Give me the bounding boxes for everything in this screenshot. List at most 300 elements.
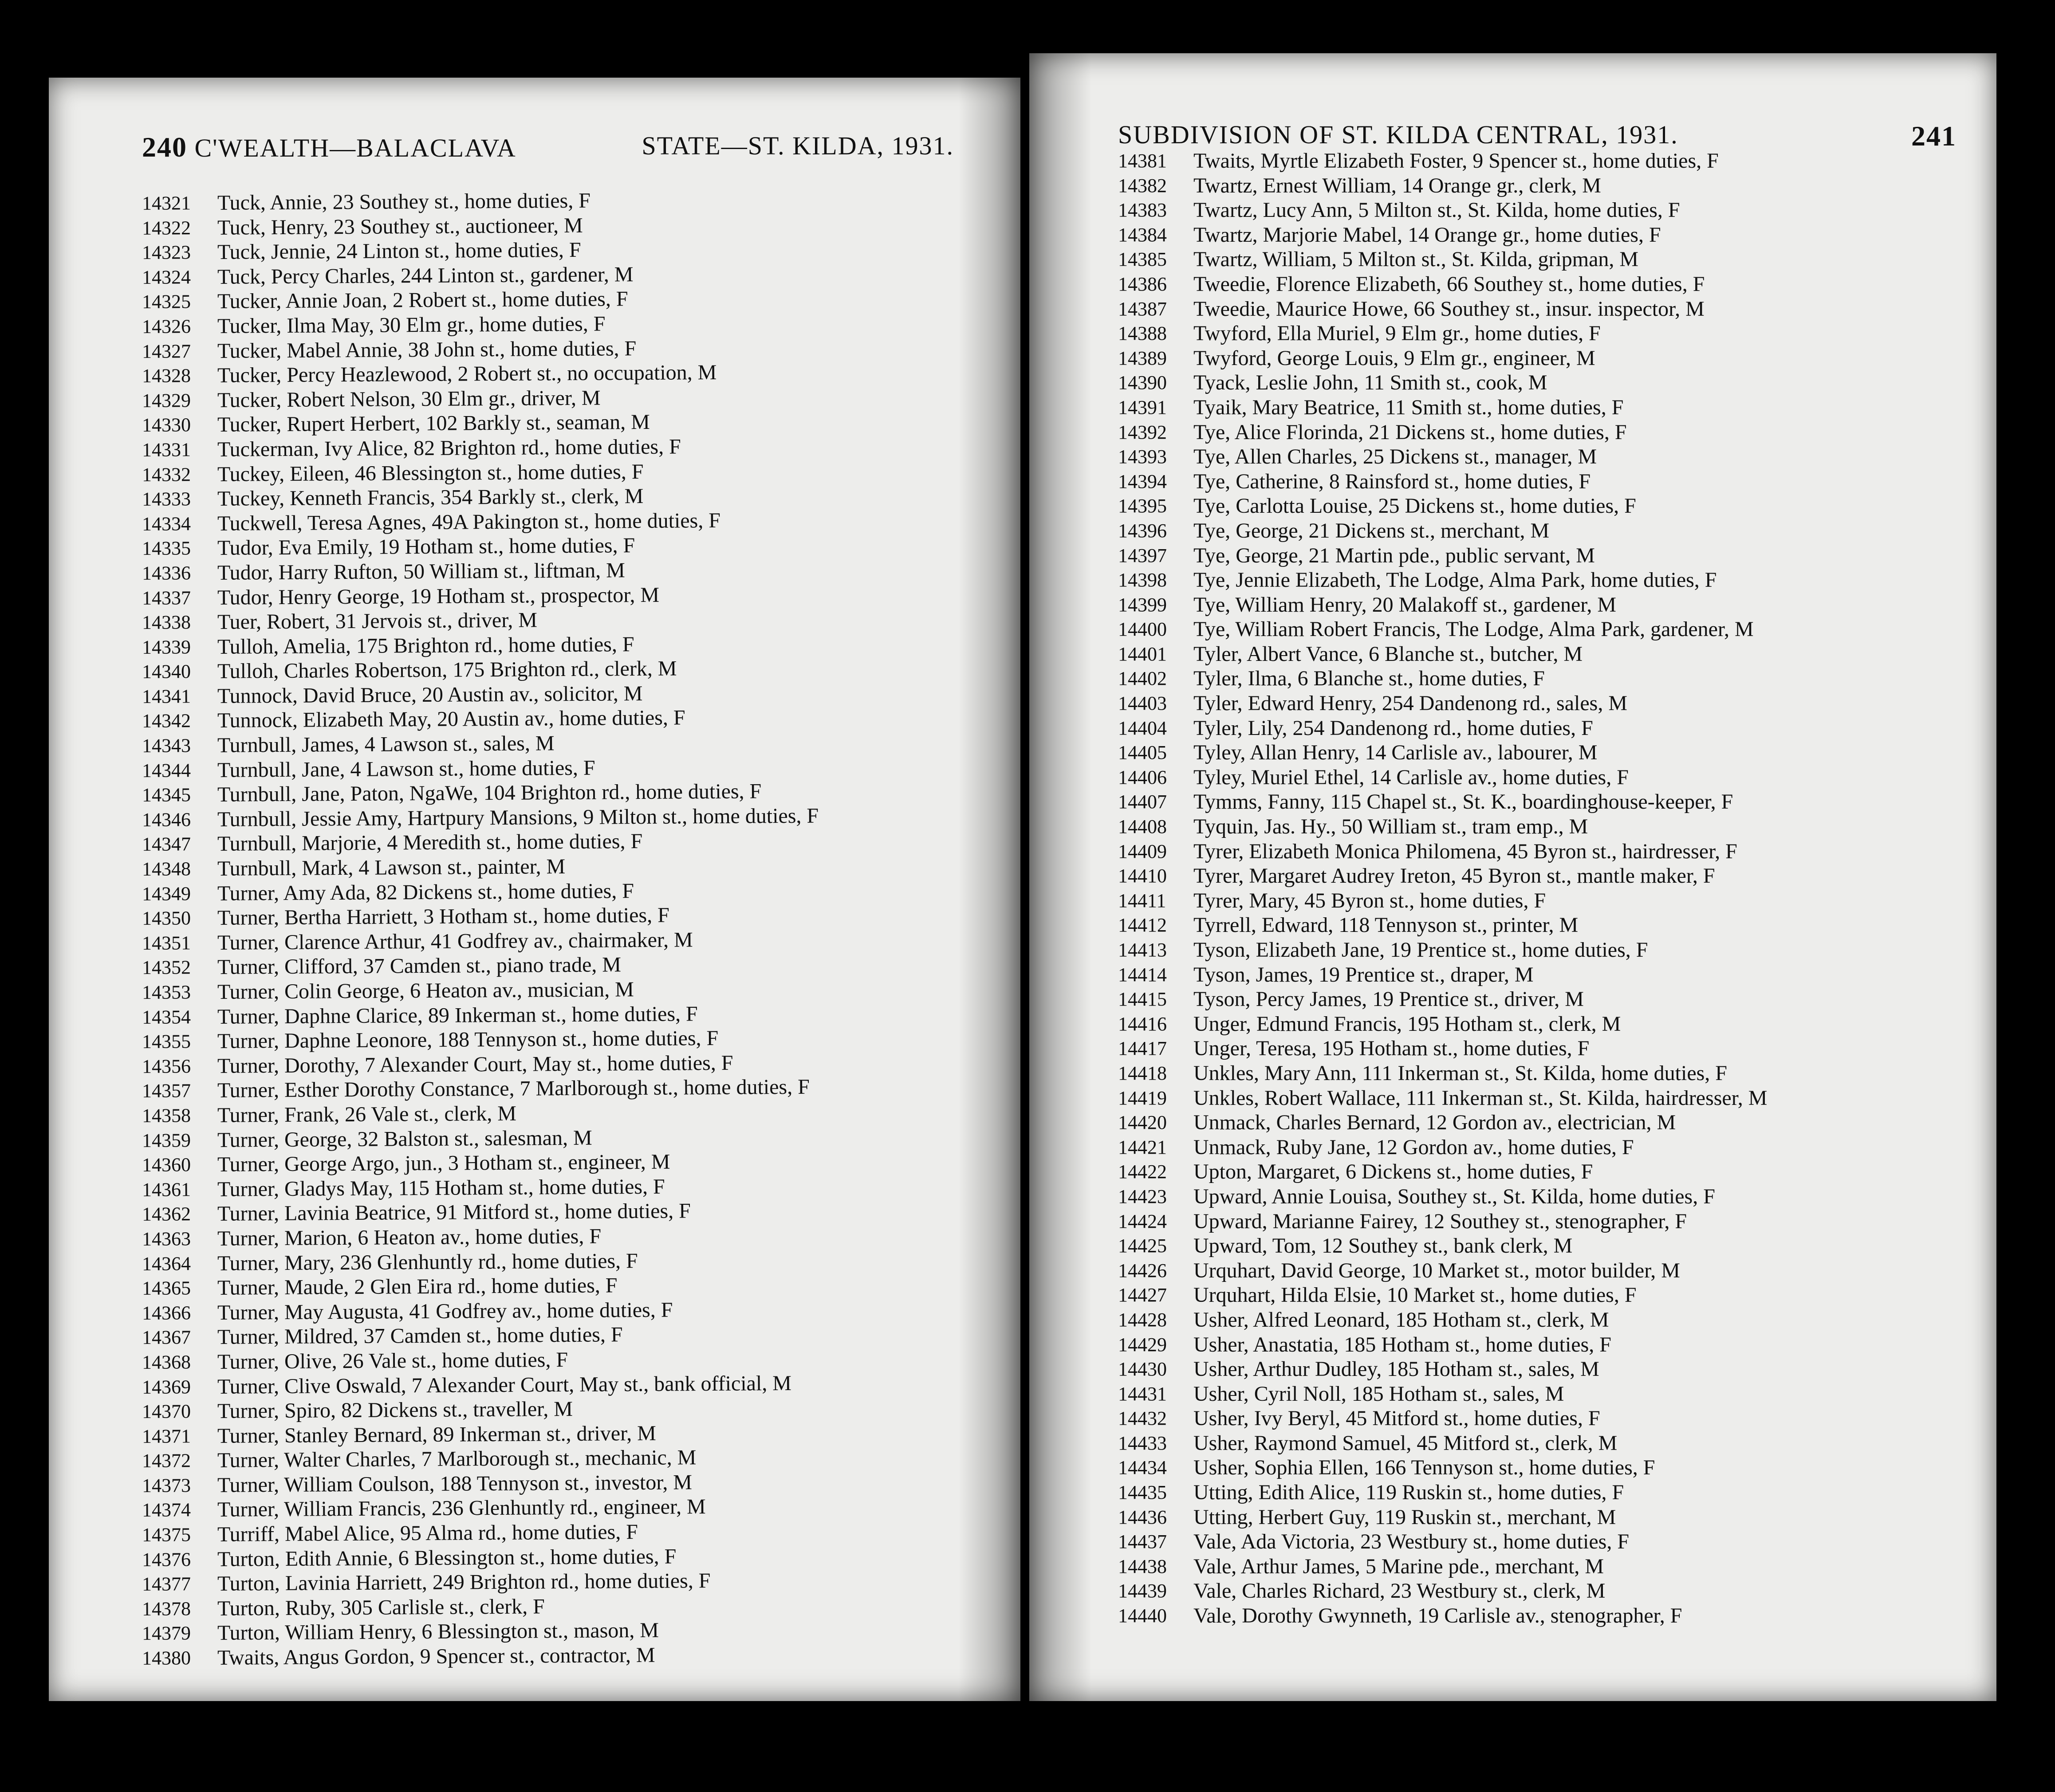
- entry-number: 14351: [142, 932, 191, 954]
- entry-text: Usher, Anastatia, 185 Hotham st., home duties, F: [1193, 1332, 1611, 1356]
- list-item: [1118, 297, 1979, 322]
- entry-number: 14399: [1118, 593, 1167, 616]
- list-item: [1118, 617, 1979, 642]
- entry-text: Twyford, Ella Muriel, 9 Elm gr., home duties, F: [1193, 322, 1601, 346]
- list-item: [1118, 1480, 1979, 1505]
- entry-number: 14343: [142, 735, 191, 757]
- entry-text: Turriff, Mabel Alice, 95 Alma rd., home duties, F: [217, 1520, 638, 1546]
- entry-text: Tudor, Eva Emily, 19 Hotham st., home duties, F: [217, 534, 635, 560]
- entry-number: 14407: [1118, 791, 1167, 813]
- list-item: [1118, 1455, 1979, 1480]
- entry-text: Turner, Spiro, 82 Dickens st., traveller, M: [217, 1397, 573, 1423]
- right-entry-list: [1118, 149, 1979, 1628]
- entry-number: 14370: [142, 1400, 191, 1423]
- entry-text: Turner, Daphne Clarice, 89 Inkerman st., home duties, F: [217, 1002, 698, 1029]
- entry-text: Tucker, Annie Joan, 2 Robert st., home duties, F: [217, 287, 628, 314]
- list-item: [1118, 1012, 1979, 1037]
- list-item: [1118, 395, 1979, 420]
- entry-number: 14368: [142, 1351, 191, 1373]
- list-item: [1118, 1332, 1979, 1357]
- entry-number: 14325: [142, 291, 191, 313]
- list-item: [1118, 149, 1979, 173]
- entry-text: Tucker, Robert Nelson, 30 Elm gr., driver, M: [217, 386, 601, 412]
- entry-number: 14369: [142, 1375, 191, 1398]
- list-item: [1118, 568, 1979, 593]
- entry-number: 14413: [1118, 939, 1167, 961]
- entry-text: Upton, Margaret, 6 Dickens st., home duties, F: [1193, 1160, 1593, 1184]
- entry-text: Tye, Carlotta Louise, 25 Dickens st., home duties, F: [1193, 494, 1636, 518]
- entry-number: 14423: [1118, 1185, 1167, 1207]
- list-item: [1118, 888, 1979, 913]
- entry-text: Tye, Allen Charles, 25 Dickens st., manager, M: [1193, 445, 1597, 469]
- entry-text: Twyford, George Louis, 9 Elm gr., engineer, M: [1193, 346, 1595, 370]
- list-item: [1118, 1234, 1979, 1258]
- entry-number: 14387: [1118, 298, 1167, 320]
- entry-text: Twartz, Ernest William, 14 Orange gr., clerk, M: [1193, 173, 1601, 197]
- entry-text: Utting, Herbert Guy, 119 Ruskin st., merchant, M: [1193, 1505, 1616, 1529]
- entry-number: 14406: [1118, 766, 1167, 788]
- entry-number: 14427: [1118, 1284, 1167, 1306]
- entry-text: Turnbull, Mark, 4 Lawson st., painter, M: [217, 855, 566, 880]
- entry-number: 14338: [142, 611, 191, 633]
- entry-number: 14429: [1118, 1333, 1167, 1356]
- entry-text: Tyrrell, Edward, 118 Tennyson st., printer, M: [1193, 913, 1579, 937]
- entry-number: 14362: [142, 1203, 191, 1226]
- spine-shadow: [1029, 53, 1091, 1701]
- entry-number: 14408: [1118, 816, 1167, 838]
- entry-number: 14380: [142, 1647, 191, 1669]
- entry-number: 14425: [1118, 1235, 1167, 1257]
- entry-number: 14377: [142, 1573, 191, 1596]
- entry-number: 14378: [142, 1598, 191, 1620]
- entry-number: 14344: [142, 759, 191, 782]
- entry-text: Tudor, Henry George, 19 Hotham st., prospector, M: [217, 583, 660, 609]
- list-item: [1118, 1209, 1979, 1234]
- list-item: [1118, 1603, 1979, 1628]
- entry-number: 14436: [1118, 1506, 1167, 1528]
- list-item: [1118, 469, 1979, 494]
- entry-number: 14354: [142, 1006, 191, 1028]
- entry-text: Tyrer, Elizabeth Monica Philomena, 45 Byron st., hairdresser, F: [1193, 839, 1737, 863]
- entry-text: Turner, May Augusta, 41 Godfrey av., home duties, F: [217, 1298, 673, 1324]
- list-item: [1118, 1529, 1979, 1554]
- entry-number: 14322: [142, 216, 191, 239]
- entry-number: 14409: [1118, 840, 1167, 862]
- right-page: [1029, 53, 1996, 1701]
- entry-number: 14365: [142, 1277, 191, 1299]
- entry-number: 14418: [1118, 1062, 1167, 1084]
- entry-text: Turner, Marion, 6 Heaton av., home duties, F: [217, 1224, 602, 1250]
- entry-text: Tye, William Robert Francis, The Lodge, Alma Park, gardener, M: [1193, 617, 1754, 641]
- entry-text: Turnbull, Jane, Paton, NgaWe, 104 Brighton rd., home duties, F: [217, 779, 762, 807]
- spine-shadow: [958, 78, 1020, 1701]
- entry-text: Tyquin, Jas. Hy., 50 William st., tram emp., M: [1193, 815, 1588, 839]
- entry-text: Tye, William Henry, 20 Malakoff st., gardener, M: [1193, 593, 1616, 617]
- entry-text: Twartz, William, 5 Milton st., St. Kilda, gripman, M: [1193, 248, 1639, 271]
- entry-number: 14414: [1118, 963, 1167, 986]
- list-item: [1118, 370, 1979, 395]
- entry-number: 14402: [1118, 668, 1167, 690]
- entry-number: 14412: [1118, 914, 1167, 936]
- entry-text: Tweedie, Maurice Howe, 66 Southey st., insur. inspector, M: [1193, 297, 1705, 321]
- entry-number: 14327: [142, 340, 191, 362]
- list-item: [1118, 1283, 1979, 1308]
- entry-text: Tuck, Henry, 23 Southey st., auctioneer, M: [217, 213, 583, 240]
- entry-number: 14373: [142, 1474, 191, 1497]
- entry-text: Turton, Ruby, 305 Carlisle st., clerk, F: [217, 1595, 545, 1620]
- list-item: [1118, 642, 1979, 667]
- entry-number: 14419: [1118, 1087, 1167, 1109]
- entry-number: 14403: [1118, 692, 1167, 715]
- entry-number: 14334: [142, 512, 191, 535]
- entry-number: 14347: [142, 833, 191, 856]
- entry-text: Turner, Amy Ada, 82 Dickens st., home duties, F: [217, 879, 634, 905]
- entry-text: Utting, Edith Alice, 119 Ruskin st., home duties, F: [1193, 1481, 1624, 1505]
- entry-text: Tulloh, Charles Robertson, 175 Brighton rd., clerk, M: [217, 656, 677, 684]
- list-item: [1118, 666, 1979, 691]
- entry-text: Tyson, James, 19 Prentice st., draper, M: [1193, 963, 1534, 986]
- entry-text: Tyler, Edward Henry, 254 Dandenong rd., sales, M: [1193, 692, 1628, 715]
- entry-text: Tyrer, Mary, 45 Byron st., home duties, F: [1193, 888, 1546, 912]
- entry-text: Upward, Tom, 12 Southey st., bank clerk, M: [1193, 1234, 1573, 1258]
- entry-number: 14379: [142, 1622, 191, 1645]
- entry-number: 14415: [1118, 988, 1167, 1010]
- entry-number: 14404: [1118, 717, 1167, 739]
- entry-text: Turner, Bertha Harriett, 3 Hotham st., home duties, F: [217, 903, 669, 930]
- list-item: [1118, 1308, 1979, 1332]
- entry-text: Turner, Frank, 26 Vale st., clerk, M: [217, 1101, 517, 1127]
- entry-number: 14426: [1118, 1259, 1167, 1281]
- entry-text: Tuck, Jennie, 24 Linton st., home duties, F: [217, 238, 581, 264]
- entry-number: 14405: [1118, 742, 1167, 764]
- entry-number: 14330: [142, 414, 191, 436]
- list-item: [1118, 247, 1979, 272]
- entry-number: 14438: [1118, 1555, 1167, 1577]
- entry-text: Tyler, Albert Vance, 6 Blanche st., butcher, M: [1193, 642, 1583, 666]
- entry-text: Turner, Dorothy, 7 Alexander Court, May st., home duties, F: [217, 1051, 733, 1078]
- entry-text: Turner, William Francis, 236 Glenhuntly rd., engineer, M: [217, 1495, 706, 1522]
- entry-text: Turner, Lavinia Beatrice, 91 Mitford st., home duties, F: [217, 1199, 691, 1226]
- entry-text: Unger, Edmund Francis, 195 Hotham st., clerk, M: [1193, 1012, 1621, 1036]
- list-item: [1118, 1382, 1979, 1407]
- entry-text: Tye, Catherine, 8 Rainsford st., home duties, F: [1193, 469, 1591, 493]
- entry-number: 14389: [1118, 347, 1167, 369]
- entry-number: 14353: [142, 981, 191, 1003]
- entry-text: Vale, Dorothy Gwynneth, 19 Carlisle av., stenographer, F: [1193, 1604, 1682, 1628]
- left-header-right: STATE—ST. KILDA, 1931.: [642, 131, 954, 160]
- entry-number: 14366: [142, 1301, 191, 1324]
- entry-number: 14394: [1118, 470, 1167, 492]
- entry-number: 14422: [1118, 1161, 1167, 1183]
- entry-text: Turnbull, Jane, 4 Lawson st., home duties, F: [217, 756, 595, 782]
- entry-text: Tyley, Muriel Ethel, 14 Carlisle av., home duties, F: [1193, 765, 1629, 789]
- entry-number: 14384: [1118, 224, 1167, 246]
- entry-number: 14332: [142, 463, 191, 486]
- list-item: [1118, 938, 1979, 963]
- entry-text: Turner, Mary, 236 Glenhuntly rd., home duties, F: [217, 1249, 638, 1275]
- entry-number: 14335: [142, 537, 191, 560]
- list-item: [1118, 1579, 1979, 1603]
- entry-number: 14417: [1118, 1037, 1167, 1060]
- entry-text: Usher, Sophia Ellen, 166 Tennyson st., home duties, F: [1193, 1456, 1655, 1480]
- entry-number: 14386: [1118, 273, 1167, 295]
- entry-text: Unmack, Ruby Jane, 12 Gordon av., home duties, F: [1193, 1135, 1634, 1159]
- entry-text: Vale, Arthur James, 5 Marine pde., merchant, M: [1193, 1554, 1604, 1578]
- entry-number: 14372: [142, 1450, 191, 1472]
- list-item: [1118, 444, 1979, 469]
- entry-text: Turnbull, Marjorie, 4 Meredith st., home duties, F: [217, 829, 643, 856]
- entry-number: 14435: [1118, 1482, 1167, 1504]
- entry-number: 14360: [142, 1154, 191, 1176]
- entry-number: 14390: [1118, 372, 1167, 394]
- entry-number: 14342: [142, 710, 191, 732]
- entry-number: 14355: [142, 1030, 191, 1053]
- entry-text: Unkles, Robert Wallace, 111 Inkerman st., St. Kilda, hairdresser, M: [1193, 1086, 1768, 1110]
- right-page-number: 241: [1911, 120, 1957, 152]
- entry-text: Vale, Ada Victoria, 23 Westbury st., home duties, F: [1193, 1530, 1630, 1554]
- entry-number: 14339: [142, 636, 191, 658]
- entry-number: 14381: [1118, 150, 1167, 172]
- list-item: [1118, 963, 1979, 987]
- right-header-title: SUBDIVISION OF ST. KILDA CENTRAL, 1931.: [1118, 120, 1678, 149]
- entry-number: 14437: [1118, 1531, 1167, 1553]
- entry-text: Turnbull, James, 4 Lawson st., sales, M: [217, 731, 555, 757]
- entry-text: Twartz, Lucy Ann, 5 Milton st., St. Kilda, home duties, F: [1193, 198, 1680, 222]
- list-item: [1118, 1135, 1979, 1160]
- list-item: [1118, 519, 1979, 543]
- entry-number: 14439: [1118, 1580, 1167, 1602]
- entry-text: Tuckey, Kenneth Francis, 354 Barkly st., clerk, M: [217, 484, 644, 511]
- entry-number: 14350: [142, 907, 191, 930]
- entry-number: 14440: [1118, 1605, 1167, 1627]
- entry-text: Turner, Esther Dorothy Constance, 7 Marlborough st., home duties, F: [217, 1075, 810, 1103]
- entry-number: 14434: [1118, 1457, 1167, 1479]
- entry-text: Unmack, Charles Bernard, 12 Gordon av., electrician, M: [1193, 1111, 1676, 1135]
- entry-text: Tye, Alice Florinda, 21 Dickens st., home duties, F: [1193, 420, 1627, 444]
- entry-text: Turner, Colin George, 6 Heaton av., musician, M: [217, 978, 634, 1004]
- entry-number: 14424: [1118, 1210, 1167, 1232]
- list-item: [1118, 420, 1979, 445]
- entry-number: 14375: [142, 1524, 191, 1546]
- entry-number: 14341: [142, 685, 191, 707]
- entry-text: Tunnock, Elizabeth May, 20 Austin av., home duties, F: [217, 706, 685, 733]
- entry-text: Tucker, Percy Heazlewood, 2 Robert st., no occupation, M: [217, 361, 717, 387]
- list-item: [1118, 691, 1979, 716]
- entry-text: Turner, William Coulson, 188 Tennyson st., investor, M: [217, 1470, 693, 1497]
- entry-text: Turner, Mildred, 37 Camden st., home duties, F: [217, 1323, 623, 1349]
- entry-text: Tuer, Robert, 31 Jervois st., driver, M: [217, 608, 538, 634]
- list-item: [1118, 272, 1979, 297]
- entry-number: 14359: [142, 1129, 191, 1151]
- entry-number: 14374: [142, 1499, 191, 1521]
- entry-number: 14337: [142, 586, 191, 609]
- entry-text: Upward, Marianne Fairey, 12 Southey st., stenographer, F: [1193, 1209, 1687, 1233]
- list-item: [1118, 1554, 1979, 1579]
- list-item: [142, 1641, 994, 1670]
- entry-text: Turner, Daphne Leonore, 188 Tennyson st., home duties, F: [217, 1026, 719, 1053]
- entry-number: 14431: [1118, 1383, 1167, 1405]
- entry-number: 14411: [1118, 889, 1166, 912]
- entry-number: 14367: [142, 1326, 191, 1349]
- entry-text: Usher, Arthur Dudley, 185 Hotham st., sales, M: [1193, 1357, 1599, 1381]
- entry-text: Tuckerman, Ivy Alice, 82 Brighton rd., home duties, F: [217, 435, 681, 461]
- list-item: [1118, 198, 1979, 223]
- entry-number: 14382: [1118, 174, 1167, 196]
- entry-text: Tyson, Elizabeth Jane, 19 Prentice st., home duties, F: [1193, 938, 1648, 962]
- entry-number: 14356: [142, 1055, 191, 1077]
- entry-number: 14326: [142, 315, 191, 338]
- entry-number: 14401: [1118, 643, 1167, 665]
- entry-text: Unger, Teresa, 195 Hotham st., home duties, F: [1193, 1037, 1590, 1061]
- entry-number: 14396: [1118, 519, 1167, 542]
- entry-number: 14388: [1118, 322, 1167, 345]
- entry-number: 14433: [1118, 1432, 1167, 1454]
- entry-text: Turner, Walter Charles, 7 Marlborough st., mechanic, M: [217, 1446, 697, 1473]
- left-page-number: 240: [142, 131, 187, 163]
- entry-text: Tucker, Rupert Herbert, 102 Barkly st., seaman, M: [217, 410, 650, 437]
- entry-number: 14385: [1118, 248, 1167, 271]
- entry-number: 14346: [142, 809, 191, 831]
- entry-number: 14352: [142, 956, 191, 979]
- entry-text: Tweedie, Florence Elizabeth, 66 Southey st., home duties, F: [1193, 272, 1705, 296]
- entry-number: 14391: [1118, 396, 1167, 418]
- entry-text: Turner, George Argo, jun., 3 Hotham st., engineer, M: [217, 1150, 670, 1176]
- entry-number: 14329: [142, 389, 191, 412]
- list-item: [1118, 321, 1979, 346]
- entry-text: Vale, Charles Richard, 23 Westbury st., clerk, M: [1193, 1579, 1606, 1603]
- list-item: [1118, 1258, 1979, 1283]
- list-item: [1118, 593, 1979, 617]
- entry-text: Turner, George, 32 Balston st., salesman, M: [217, 1126, 592, 1152]
- entry-text: Turner, Gladys May, 115 Hotham st., home duties, F: [217, 1175, 665, 1201]
- entry-text: Turton, William Henry, 6 Blessington st., mason, M: [217, 1619, 659, 1645]
- entry-text: Tunnock, David Bruce, 20 Austin av., solicitor, M: [217, 681, 643, 708]
- entry-text: Tye, Jennie Elizabeth, The Lodge, Alma Park, home duties, F: [1193, 568, 1717, 592]
- list-item: [1118, 1184, 1979, 1209]
- list-item: [1118, 814, 1979, 839]
- entry-text: Turner, Maude, 2 Glen Eira rd., home duties, F: [217, 1273, 618, 1300]
- list-item: [1118, 346, 1979, 371]
- entry-text: Tuck, Percy Charles, 244 Linton st., gardener, M: [217, 262, 634, 289]
- entry-number: 14328: [142, 365, 191, 387]
- entry-text: Tucker, Ilma May, 30 Elm gr., home duties, F: [217, 312, 606, 338]
- list-item: [1118, 765, 1979, 790]
- entry-number: 14363: [142, 1228, 191, 1250]
- entry-text: Twaits, Myrtle Elizabeth Foster, 9 Spencer st., home duties, F: [1193, 149, 1719, 173]
- list-item: [1118, 987, 1979, 1012]
- entry-text: Tyaik, Mary Beatrice, 11 Smith st., home duties, F: [1193, 395, 1624, 419]
- entry-number: 14333: [142, 488, 191, 510]
- entry-text: Urquhart, Hilda Elsie, 10 Market st., home duties, F: [1193, 1283, 1637, 1307]
- entry-number: 14324: [142, 266, 191, 288]
- list-item: [1118, 1086, 1979, 1111]
- entry-number: 14358: [142, 1104, 191, 1127]
- entry-text: Tucker, Mabel Annie, 38 John st., home duties, F: [217, 336, 637, 363]
- list-item: [1118, 839, 1979, 864]
- entry-text: Usher, Alfred Leonard, 185 Hotham st., clerk, M: [1193, 1308, 1609, 1332]
- entry-number: 14376: [142, 1548, 191, 1571]
- entry-text: Twaits, Angus Gordon, 9 Spencer st., contractor, M: [217, 1643, 655, 1670]
- entry-text: Tye, George, 21 Martin pde., public servant, M: [1193, 543, 1595, 567]
- left-header-left: C'WEALTH—BALACLAVA: [194, 134, 516, 162]
- entry-number: 14395: [1118, 495, 1167, 517]
- list-item: [1118, 1505, 1979, 1530]
- entry-text: Turton, Lavinia Harriett, 249 Brighton rd., home duties, F: [217, 1569, 711, 1596]
- entry-number: 14383: [1118, 199, 1167, 221]
- entry-number: 14331: [142, 439, 191, 461]
- list-item: [1118, 1406, 1979, 1431]
- entry-text: Tymms, Fanny, 115 Chapel st., St. K., boardinghouse-keeper, F: [1193, 790, 1733, 814]
- entry-number: 14323: [142, 241, 191, 264]
- entry-number: 14357: [142, 1080, 191, 1102]
- entry-number: 14340: [142, 660, 191, 683]
- entry-text: Turton, Edith Annie, 6 Blessington st., home duties, F: [217, 1544, 677, 1571]
- list-item: [1118, 543, 1979, 568]
- entry-text: Tye, George, 21 Dickens st., merchant, M: [1193, 519, 1550, 542]
- entry-text: Twartz, Marjorie Mabel, 14 Orange gr., home duties, F: [1193, 223, 1661, 247]
- entry-text: Turnbull, Jessie Amy, Hartpury Mansions, 9 Milton st., home duties, F: [217, 804, 819, 831]
- entry-number: 14420: [1118, 1112, 1167, 1134]
- entry-text: Tyler, Lily, 254 Dandenong rd., home duties, F: [1193, 716, 1593, 740]
- entry-text: Turner, Stanley Bernard, 89 Inkerman st., driver, M: [217, 1421, 657, 1448]
- entry-number: 14364: [142, 1252, 191, 1275]
- list-item: [1118, 173, 1979, 198]
- entry-number: 14371: [142, 1425, 191, 1447]
- list-item: [1118, 1431, 1979, 1456]
- entry-text: Tyrer, Margaret Audrey Ireton, 45 Byron st., mantle maker, F: [1193, 864, 1715, 888]
- entry-text: Turner, Olive, 26 Vale st., home duties, F: [217, 1348, 568, 1374]
- entry-number: 14400: [1118, 618, 1167, 641]
- entry-number: 14421: [1118, 1136, 1167, 1158]
- left-page: [49, 78, 1020, 1701]
- list-item: [1118, 740, 1979, 765]
- entry-number: 14430: [1118, 1358, 1167, 1380]
- entry-text: Usher, Cyril Noll, 185 Hotham st., sales, M: [1193, 1382, 1564, 1406]
- entry-text: Tulloh, Amelia, 175 Brighton rd., home duties, F: [217, 632, 634, 659]
- entry-number: 14416: [1118, 1013, 1167, 1035]
- entry-number: 14321: [142, 192, 191, 214]
- entry-text: Tyson, Percy James, 19 Prentice st., driver, M: [1193, 987, 1584, 1011]
- list-item: [1118, 1110, 1979, 1135]
- entry-number: 14348: [142, 858, 191, 880]
- list-item: [1118, 790, 1979, 814]
- entry-text: Upward, Annie Louisa, Southey st., St. Kilda, home duties, F: [1193, 1184, 1715, 1208]
- entry-number: 14398: [1118, 569, 1167, 591]
- left-entry-list: [142, 189, 994, 1668]
- entry-text: Turner, Clarence Arthur, 41 Godfrey av., chairmaker, M: [217, 928, 693, 955]
- entry-text: Tuckey, Eileen, 46 Blessington st., home duties, F: [217, 460, 644, 486]
- entry-text: Tuckwell, Teresa Agnes, 49A Pakington st., home duties, F: [217, 508, 721, 535]
- list-item: [1118, 913, 1979, 938]
- entry-number: 14428: [1118, 1309, 1167, 1331]
- entry-number: 14393: [1118, 446, 1167, 468]
- entry-number: 14349: [142, 882, 191, 905]
- list-item: [1118, 1036, 1979, 1061]
- entry-number: 14410: [1118, 865, 1167, 887]
- entry-text: Tudor, Harry Rufton, 50 William st., liftman, M: [217, 558, 625, 585]
- entry-number: 14336: [142, 562, 191, 584]
- list-item: [1118, 1159, 1979, 1184]
- entry-text: Tyley, Allan Henry, 14 Carlisle av., labourer, M: [1193, 741, 1598, 765]
- list-item: [1118, 1061, 1979, 1086]
- entry-text: Usher, Raymond Samuel, 45 Mitford st., clerk, M: [1193, 1431, 1618, 1455]
- list-item: [1118, 1357, 1979, 1382]
- entry-number: 14345: [142, 784, 191, 806]
- entry-text: Tyack, Leslie John, 11 Smith st., cook, M: [1193, 371, 1547, 395]
- entry-text: Tyler, Ilma, 6 Blanche st., home duties, F: [1193, 667, 1545, 691]
- entry-text: Tuck, Annie, 23 Southey st., home duties, F: [217, 189, 591, 215]
- entry-text: Turner, Clive Oswald, 7 Alexander Court, May st., bank official, M: [217, 1371, 792, 1399]
